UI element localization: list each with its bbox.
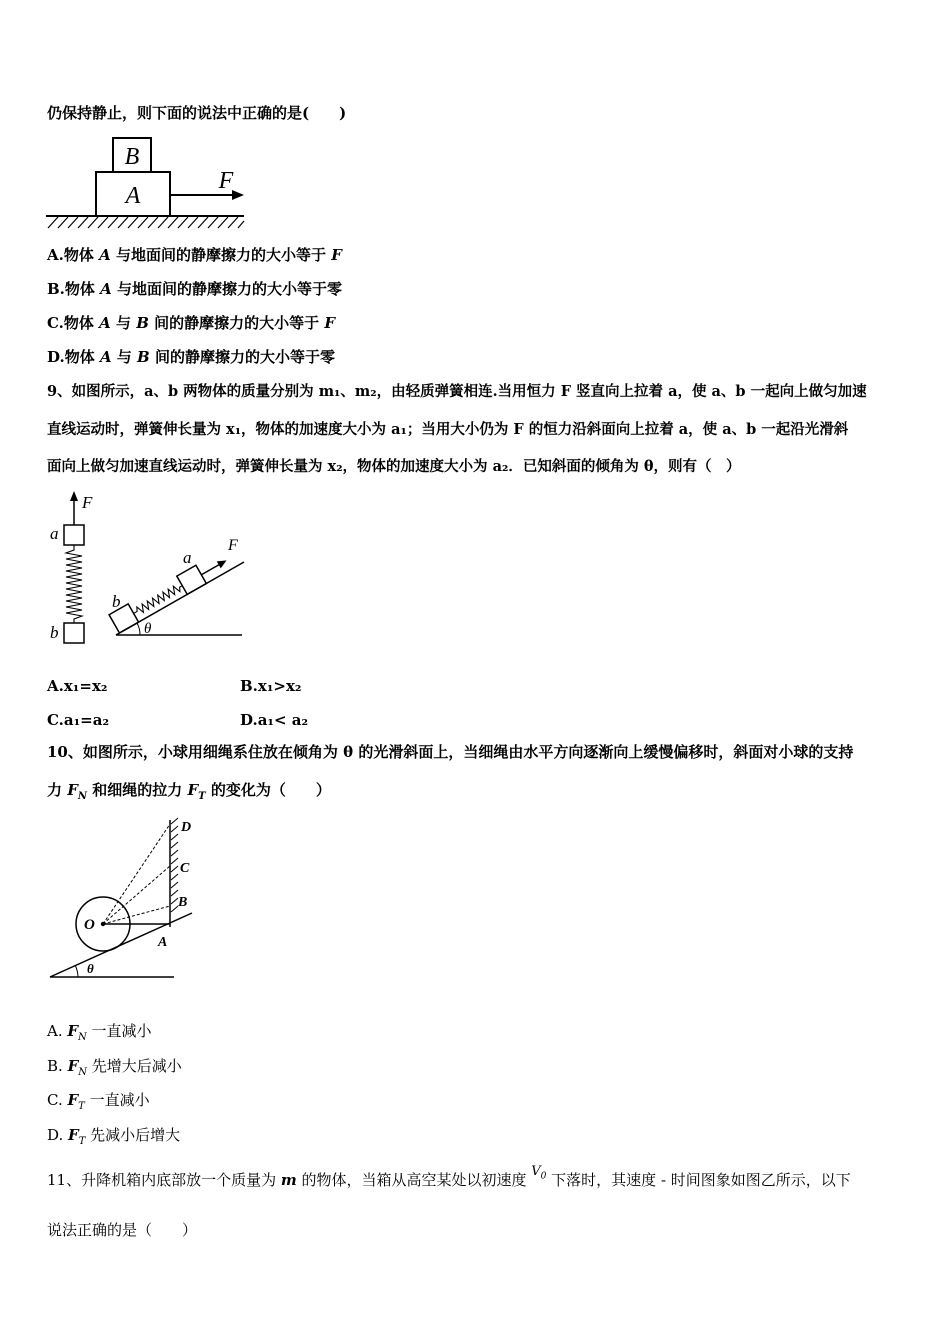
label-a: A	[125, 183, 141, 209]
q10-option-b: B. $F_N$ 先增大后减小	[47, 1057, 182, 1078]
label-c-q10: C	[180, 861, 190, 876]
q10-stem-line2: 力 $F_N$ 和细绳的拉力 $F_T$ 的变化为（ ）	[47, 781, 331, 802]
rope-d	[103, 824, 170, 924]
q9-option-c: C.a₁=a₂	[47, 711, 110, 729]
label-b-vertical: b	[50, 623, 59, 642]
label-d-q10: D	[181, 820, 192, 835]
q9-option-b: B.x₁>x₂	[240, 677, 302, 695]
label-b-incline: b	[112, 592, 121, 611]
rope-b	[103, 906, 170, 924]
label-f: F	[218, 168, 234, 194]
q10-option-d: D. $F_T$ 先减小后增大	[47, 1126, 181, 1147]
label-f-vertical: F	[82, 493, 93, 512]
block-a-incline	[177, 565, 207, 594]
q8-figure-blocks	[44, 135, 254, 235]
theta-arc-q10	[76, 966, 79, 977]
q9-option-a: A.x₁=x₂	[47, 677, 108, 695]
q9-stem-line3: 面向上做匀加速直线运动时，弹簧伸长量为 x₂，物体的加速度大小为 a₂．已知斜面的倾角为 θ，则有（ ）	[47, 458, 741, 475]
label-b-q10: B	[178, 895, 188, 910]
q8-option-c: C.物体 A 与 B 间的静摩擦力的大小等于 F	[47, 314, 336, 332]
label-theta-q10: θ	[87, 961, 94, 976]
label-b: B	[124, 144, 140, 170]
label-o: O	[84, 917, 95, 933]
v0-symbol: $V_0$	[531, 1164, 547, 1182]
theta-arc	[137, 623, 140, 635]
q10-option-c: C. $F_T$ 一直减小	[47, 1091, 150, 1112]
force-arrowhead	[232, 190, 244, 200]
incline-force-arrowhead	[217, 557, 229, 568]
label-a-q10: A	[158, 935, 168, 950]
label-a-vertical: a	[50, 524, 59, 543]
q8-option-b: B.物体 A 与地面间的静摩擦力的大小等于零	[47, 280, 343, 298]
q8-stem-tail: 仍保持静止，则下面的说法中正确的是( )	[47, 104, 347, 122]
q9-stem-line1: 9、如图所示，a、b 两物体的质量分别为 m₁、m₂，由轻质弹簧相连.当用恒力 F 竖直向上拉着 a，使 a、b 一起向上做匀加速	[47, 383, 867, 400]
q10-option-a: A. $F_N$ 一直减小	[47, 1022, 152, 1043]
rope-c	[103, 866, 170, 924]
q11-stem-line1: 11、升降机箱内底部放一个质量为 m 的物体，当箱从高空某处以初速度 $V_0$ 下落时，其速度 - 时间图象如图乙所示，以下	[47, 1164, 851, 1189]
q10-stem-line1: 10、如图所示，小球用细绳系住放在倾角为 θ 的光滑斜面上，当细绳由水平方向逐渐向上缓慢偏移时，斜面对小球的支持	[47, 743, 854, 761]
q11-stem-line2: 说法正确的是（ ）	[47, 1221, 198, 1239]
q9-stem-line2: 直线运动时，弹簧伸长量为 x₁，物体的加速度大小为 a₁；当用大小仍为 F 的恒力沿斜面向上拉着 a，使 a、b 一起沿光滑斜	[47, 421, 849, 438]
block-b-vertical	[64, 623, 84, 643]
label-f-incline: F	[228, 537, 238, 554]
q8-option-a: A.物体 A 与地面间的静摩擦力的大小等于 F	[47, 246, 342, 264]
spring-vertical	[66, 545, 82, 623]
label-theta-incline: θ	[144, 621, 152, 637]
label-a-incline: a	[183, 548, 192, 567]
block-a-vertical	[64, 525, 84, 545]
q9-option-d: D.a₁< a₂	[240, 711, 309, 729]
q10-figure	[44, 812, 214, 987]
q8-option-d: D.物体 A 与 B 间的静摩擦力的大小等于零	[47, 348, 335, 366]
q9-figure	[44, 490, 254, 650]
vertical-force-arrowhead	[70, 491, 78, 501]
